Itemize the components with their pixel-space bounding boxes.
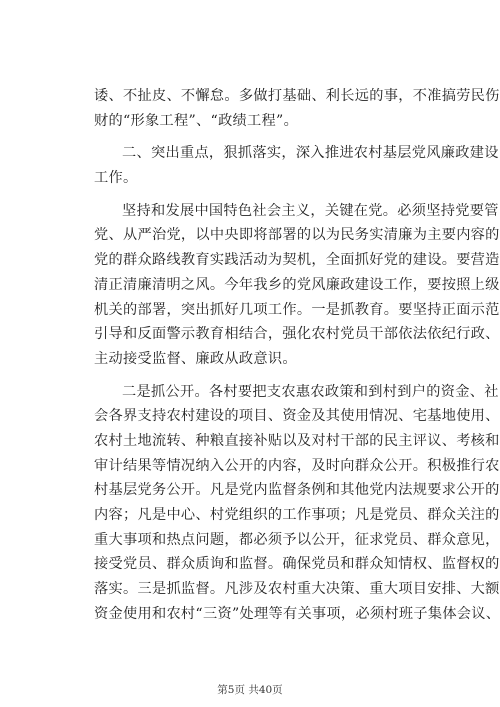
text-line: 机关的部署，突出抓好几项工作。一是抓教育。要坚持正面示范 bbox=[94, 301, 500, 318]
paragraph-gap bbox=[94, 191, 454, 199]
text-line: 审计结果等情况纳入公开的内容，及时向群众公开。积极推行农 bbox=[94, 457, 500, 474]
text-line: 财的“形象工程”、“政绩工程”。 bbox=[94, 112, 299, 129]
text-line: 引导和反面警示教育相结合，强化农村党员干部依法依纪行政、 bbox=[94, 326, 500, 343]
text-line: 党、从严治党，以中央即将部署的以为民务实清廉为主要内容的 bbox=[94, 227, 500, 244]
text-line: 村基层党务公开。凡是党内监督条例和其他党内法规要求公开的 bbox=[94, 482, 500, 499]
paragraph bbox=[94, 141, 499, 190]
text-line: 会各界支持农村建设的项目、资金及其使用情况、宅基地使用、 bbox=[94, 408, 500, 425]
text-line: 主动接受监督、廉政从政意识。 bbox=[94, 350, 297, 367]
text-line: 诿、不扯皮、不懈怠。多做打基础、利长远的事，不准搞劳民伤 bbox=[94, 88, 500, 104]
text-line: 落实。三是抓监督。凡涉及农村重大决策、重大项目安排、大额 bbox=[94, 581, 500, 598]
paragraph bbox=[94, 199, 500, 372]
text-line: 工作。 bbox=[94, 170, 138, 187]
text-line: 内容；凡是中心、村党组织的工作事项；凡是党员、群众关注的 bbox=[94, 507, 500, 523]
text-line: 重大事项和热点问题，都必须予以公开，征求党员、群众意见， bbox=[94, 531, 500, 548]
text-line: 农村土地流转、种粮直接补贴以及对村干部的民主评议、考核和 bbox=[94, 432, 500, 449]
text-line: 清正清廉清明之风。今年我乡的党风廉政建设工作，要按照上级 bbox=[94, 276, 500, 293]
text-line: 接受党员、群众质询和监督。确保党员和群众知情权、监督权的 bbox=[94, 556, 500, 573]
paragraph-gap bbox=[94, 372, 454, 380]
paragraph-gap bbox=[94, 133, 454, 141]
text-line: 坚持和发展中国特色社会主义，关键在党。必须坚持党要管 bbox=[122, 202, 499, 219]
page-footer: 第5页 共40页 bbox=[217, 684, 283, 696]
paragraph bbox=[94, 380, 500, 627]
text-line: 资金使用和农村“三资”处理等有关事项，必须村班子集体会议、 bbox=[94, 605, 500, 622]
text-line: 党的群众路线教育实践活动为契机，全面抓好党的建设。要营造 bbox=[94, 252, 500, 269]
text-line: 二、突出重点，狠抓落实，深入推进农村基层党风廉政建设 bbox=[122, 145, 499, 162]
document-body bbox=[94, 84, 500, 626]
paragraph bbox=[94, 84, 500, 133]
text-line: 二是抓公开。各村要把支农惠农政策和到村到户的资金、社 bbox=[122, 383, 499, 400]
